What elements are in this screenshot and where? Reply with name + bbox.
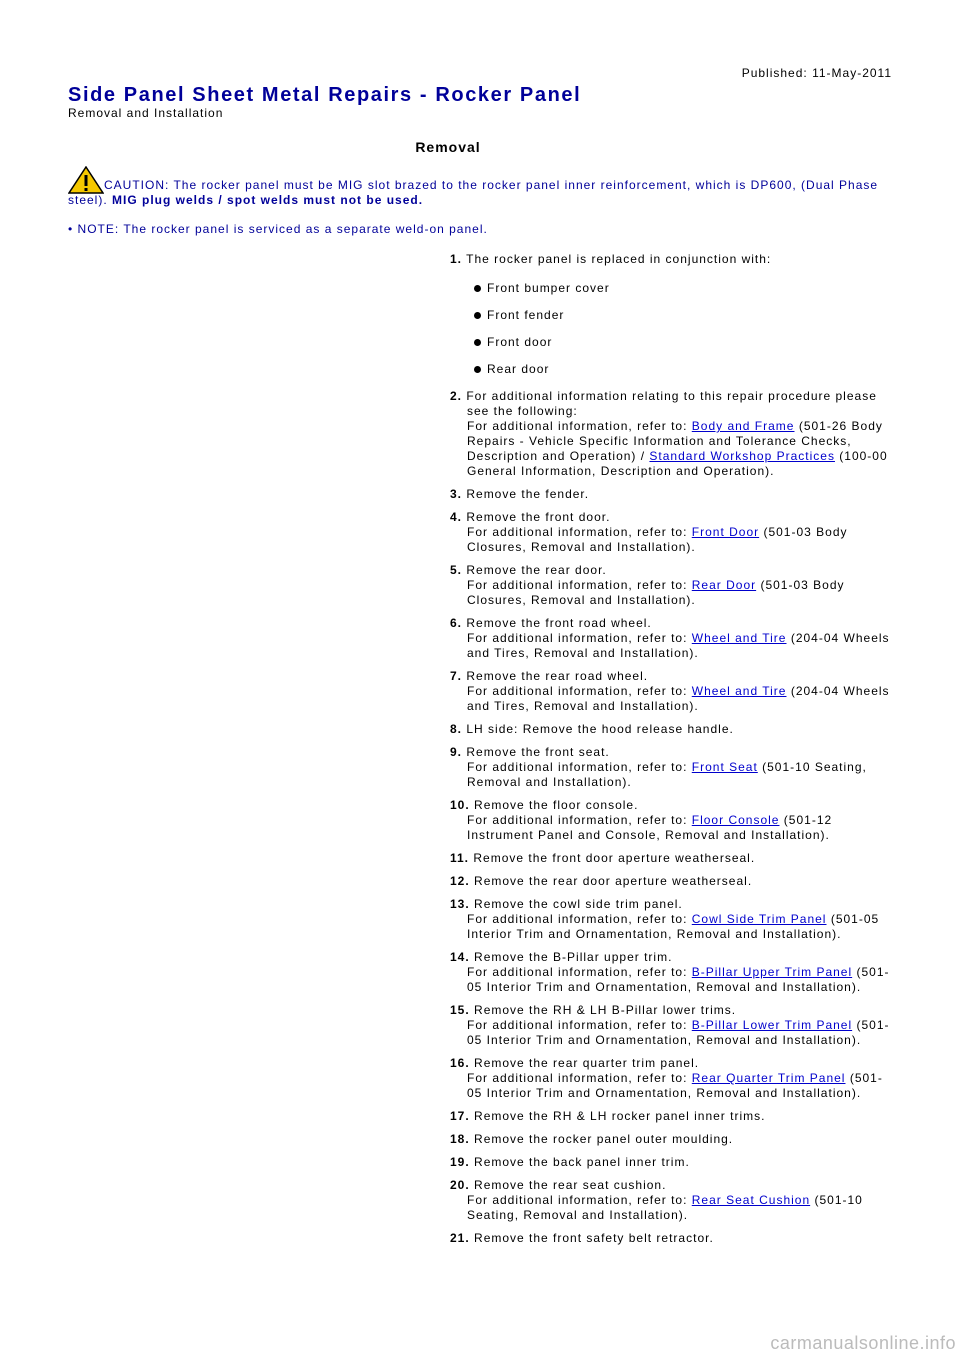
- step-text: Remove the B-Pillar upper trim.: [469, 950, 673, 964]
- bullet-item: [487, 308, 890, 323]
- reference-link[interactable]: Standard Workshop Practices: [649, 449, 835, 463]
- reference-suffix: (501-05 Interior Trim and Ornamentation, Removal and Installation).: [467, 912, 880, 941]
- procedure-step: [450, 745, 890, 790]
- bullet-list: [467, 281, 890, 377]
- caution-box: [68, 166, 888, 208]
- page-title: Side Panel Sheet Metal Repairs - Rocker Panel: [68, 84, 582, 106]
- step-first-line: [450, 1155, 690, 1169]
- step-number: 16.: [450, 1056, 470, 1070]
- reference-prefix: For additional information, refer to:: [467, 1193, 692, 1207]
- step-number: 7.: [450, 669, 463, 683]
- step-number: 4.: [450, 510, 463, 524]
- step-first-line: [450, 1003, 736, 1017]
- step-number: 2.: [450, 389, 463, 403]
- step-first-line: [450, 798, 638, 812]
- procedure-step: [450, 1132, 890, 1147]
- procedure-step: [450, 487, 890, 502]
- reference-link[interactable]: B-Pillar Lower Trim Panel: [691, 1018, 853, 1032]
- procedure-step: [450, 669, 890, 714]
- step-text: Remove the floor console.: [469, 798, 639, 812]
- step-first-line: [450, 616, 652, 630]
- step-body: [450, 1132, 890, 1147]
- procedure-step: [450, 722, 890, 737]
- step-text: LH side: Remove the hood release handle.: [462, 722, 734, 736]
- procedure-step: [450, 563, 890, 608]
- bullet-icon: [474, 339, 481, 346]
- reference-suffix: (501-10 Seating, Removal and Installation).: [467, 1193, 863, 1222]
- step-number: 9.: [450, 745, 463, 759]
- step-text: Remove the rear road wheel.: [462, 669, 649, 683]
- step-body: [450, 851, 890, 866]
- reference-link[interactable]: B-Pillar Upper Trim Panel: [691, 965, 853, 979]
- step-first-line: [450, 1231, 714, 1245]
- reference-link[interactable]: Rear Door: [691, 578, 757, 592]
- step-number: 17.: [450, 1109, 470, 1123]
- step-body: [450, 563, 890, 608]
- reference-suffix: (204-04 Wheels and Tires, Removal and Installation).: [467, 684, 890, 713]
- step-text: Remove the RH & LH B-Pillar lower trims.: [469, 1003, 737, 1017]
- step-body: [450, 897, 890, 942]
- reference-prefix: For additional information, refer to:: [467, 578, 692, 592]
- step-body: [450, 389, 890, 479]
- page-subtitle: Removal and Installation: [68, 106, 224, 120]
- step-text: Remove the rear quarter trim panel.: [469, 1056, 700, 1070]
- step-first-line: [450, 1056, 699, 1070]
- section-heading: Removal: [415, 139, 481, 155]
- procedure-step: [450, 1003, 890, 1048]
- step-number: 8.: [450, 722, 463, 736]
- step-text: Remove the rear seat cushion.: [469, 1178, 667, 1192]
- reference-prefix: For additional information, refer to:: [467, 1018, 692, 1032]
- step-body: [450, 874, 890, 889]
- reference-prefix: For additional information, refer to:: [467, 912, 692, 926]
- step-body: [450, 487, 890, 502]
- procedure-step: [450, 1056, 890, 1101]
- bullet-text: Front door: [487, 335, 553, 349]
- reference-link[interactable]: Front Seat: [691, 760, 758, 774]
- step-first-line: [450, 1109, 765, 1123]
- step-text: Remove the front door aperture weatherseal.: [469, 851, 756, 865]
- step-text: Remove the back panel inner trim.: [469, 1155, 690, 1169]
- procedure-step: [450, 389, 890, 479]
- reference-prefix: For additional information, refer to:: [467, 1071, 692, 1085]
- reference-link[interactable]: Body and Frame: [691, 419, 795, 433]
- step-text: Remove the rocker panel outer moulding.: [469, 1132, 734, 1146]
- caution-text: CAUTION: The rocker panel must be MIG slot brazed to the rocker panel inner reinforcement, which is DP600, (Dual Phase steel).: [68, 178, 879, 207]
- caution-bold-text: MIG plug welds / spot welds must not be used.: [112, 193, 424, 207]
- reference-link[interactable]: Wheel and Tire: [691, 631, 787, 645]
- published-date: Published: 11-May-2011: [741, 66, 892, 80]
- step-body: [450, 1155, 890, 1170]
- step-first-line: [450, 1178, 666, 1192]
- step-number: 15.: [450, 1003, 470, 1017]
- reference-prefix: For additional information, refer to:: [467, 525, 692, 539]
- step-first-line: [450, 950, 672, 964]
- step-number: 14.: [450, 950, 470, 964]
- reference-prefix: For additional information, refer to:: [467, 965, 692, 979]
- step-body: [450, 1109, 890, 1124]
- reference-suffix: (501-10 Seating, Removal and Installation).: [467, 760, 867, 789]
- procedure-step: [450, 1155, 890, 1170]
- procedure-step: [450, 1178, 890, 1223]
- step-first-line: [450, 722, 734, 736]
- bullet-icon: [474, 312, 481, 319]
- reference-suffix: (501-26 Body Repairs - Vehicle Specific Information and Tolerance Checks, Description and Operation) /: [467, 419, 883, 463]
- step-number: 10.: [450, 798, 470, 812]
- step-body: [450, 950, 890, 995]
- step-first-line: [450, 1132, 733, 1146]
- step-text: Remove the cowl side trim panel.: [469, 897, 683, 911]
- step-body: [450, 1003, 890, 1048]
- step-number: 1.: [450, 252, 463, 266]
- step-first-line: [450, 669, 648, 683]
- warning-triangle-icon: [68, 166, 104, 194]
- step-first-line: [450, 874, 752, 888]
- step-text: Remove the rear door.: [462, 563, 607, 577]
- step-body: [450, 722, 890, 737]
- step-text: The rocker panel is replaced in conjunction with:: [462, 252, 772, 266]
- procedure-step: [450, 252, 890, 377]
- step-number: 6.: [450, 616, 463, 630]
- bullet-item: [487, 362, 890, 377]
- step-first-line: [450, 389, 877, 418]
- reference-prefix: For additional information, refer to:: [467, 419, 692, 433]
- reference-suffix: (501-12 Instrument Panel and Console, Removal and Installation).: [467, 813, 833, 842]
- step-number: 19.: [450, 1155, 470, 1169]
- bullet-item: [487, 281, 890, 296]
- procedure-step: [450, 1231, 890, 1246]
- step-body: [450, 798, 890, 843]
- step-text: Remove the RH & LH rocker panel inner trims.: [469, 1109, 766, 1123]
- step-body: [450, 669, 890, 714]
- step-number: 11.: [450, 851, 470, 865]
- reference-prefix: For additional information, refer to:: [467, 631, 692, 645]
- procedure-step: [450, 851, 890, 866]
- procedure-steps: [450, 252, 890, 1254]
- step-text: Remove the front seat.: [462, 745, 610, 759]
- procedure-step: [450, 874, 890, 889]
- reference-suffix: (100-00 General Information, Description and Operation).: [467, 449, 888, 478]
- reference-link[interactable]: Rear Seat Cushion: [691, 1193, 811, 1207]
- bullet-icon: [474, 366, 481, 373]
- bullet-text: Front bumper cover: [487, 281, 610, 295]
- step-body: [450, 1056, 890, 1101]
- step-number: 5.: [450, 563, 463, 577]
- reference-link[interactable]: Wheel and Tire: [691, 684, 787, 698]
- step-body: [450, 1178, 890, 1223]
- step-number: 3.: [450, 487, 463, 501]
- reference-suffix: (501-03 Body Closures, Removal and Installation).: [467, 525, 848, 554]
- step-body: [450, 1231, 890, 1246]
- procedure-step: [450, 950, 890, 995]
- procedure-step: [450, 1109, 890, 1124]
- note-text: • NOTE: The rocker panel is serviced as a separate weld-on panel.: [68, 222, 488, 236]
- reference-suffix: (204-04 Wheels and Tires, Removal and Installation).: [467, 631, 890, 660]
- step-body: [450, 252, 890, 377]
- watermark: carmanualsonline.info: [770, 1333, 956, 1353]
- step-text: Remove the front safety belt retractor.: [469, 1231, 714, 1245]
- reference-prefix: For additional information, refer to:: [467, 684, 692, 698]
- bullet-icon: [474, 285, 481, 292]
- bullet-item: [487, 335, 890, 350]
- step-number: 18.: [450, 1132, 470, 1146]
- step-number: 12.: [450, 874, 470, 888]
- reference-suffix: (501-03 Body Closures, Removal and Installation).: [467, 578, 845, 607]
- reference-prefix: For additional information, refer to:: [467, 813, 692, 827]
- reference-link[interactable]: Rear Quarter Trim Panel: [691, 1071, 846, 1085]
- step-number: 20.: [450, 1178, 470, 1192]
- step-first-line: [450, 745, 610, 759]
- step-first-line: [450, 510, 610, 524]
- reference-suffix: (501-05 Interior Trim and Ornamentation, Removal and Installation).: [467, 1071, 883, 1100]
- step-first-line: [450, 851, 755, 865]
- step-text: Remove the front road wheel.: [462, 616, 652, 630]
- step-text: Remove the front door.: [462, 510, 611, 524]
- procedure-step: [450, 798, 890, 843]
- step-text: Remove the rear door aperture weatherseal.: [469, 874, 753, 888]
- reference-prefix: For additional information, refer to:: [467, 760, 692, 774]
- reference-link[interactable]: Front Door: [691, 525, 760, 539]
- procedure-step: [450, 616, 890, 661]
- procedure-step: [450, 510, 890, 555]
- step-first-line: [450, 897, 683, 911]
- bullet-text: Rear door: [487, 362, 550, 376]
- step-first-line: [450, 252, 771, 266]
- step-body: [450, 745, 890, 790]
- step-number: 21.: [450, 1231, 470, 1245]
- step-first-line: [450, 563, 607, 577]
- reference-link[interactable]: Cowl Side Trim Panel: [691, 912, 827, 926]
- step-first-line: [450, 487, 589, 501]
- procedure-step: [450, 897, 890, 942]
- step-body: [450, 510, 890, 555]
- bullet-text: Front fender: [487, 308, 565, 322]
- step-text: Remove the fender.: [462, 487, 590, 501]
- reference-link[interactable]: Floor Console: [691, 813, 780, 827]
- reference-suffix: (501-05 Interior Trim and Ornamentation, Removal and Installation).: [467, 965, 890, 994]
- step-number: 13.: [450, 897, 470, 911]
- reference-suffix: (501-05 Interior Trim and Ornamentation, Removal and Installation).: [467, 1018, 890, 1047]
- step-body: [450, 616, 890, 661]
- step-text: For additional information relating to this repair procedure please see the following:: [462, 389, 877, 418]
